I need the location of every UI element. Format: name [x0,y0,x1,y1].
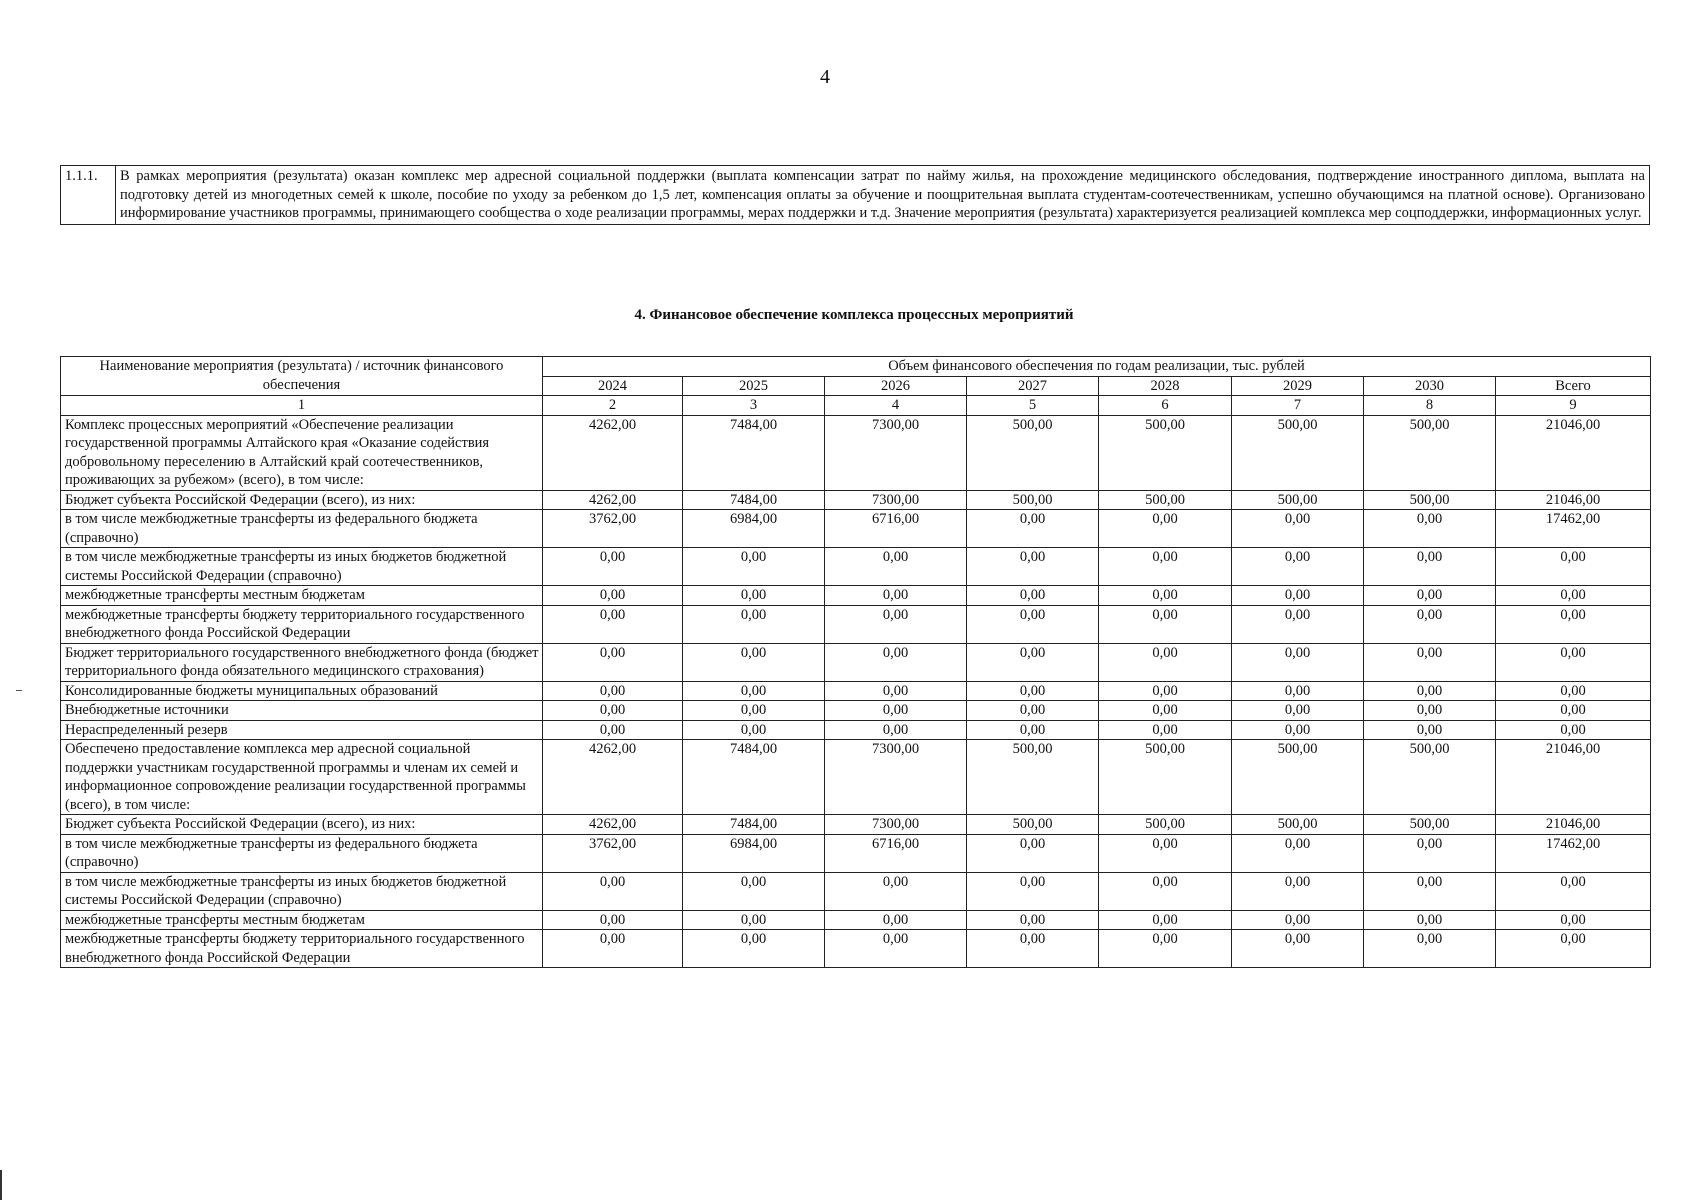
table-row [61,872,1651,910]
activity-table [60,165,1650,225]
row-total-cell: 0,00 [1496,681,1651,701]
row-name: Бюджет субъекта Российской Федерации (всего), из них: [61,815,543,835]
row-value-cell: 0,00 [825,643,967,681]
row-value-cell: 500,00 [967,740,1099,815]
row-value-cell: 500,00 [1099,740,1232,815]
row-value-cell: 0,00 [825,605,967,643]
row-value-cell: 0,00 [1232,872,1364,910]
year-header: 2030 [1364,376,1496,396]
row-value-cell: 6984,00 [683,834,825,872]
column-number: 5 [967,396,1099,416]
row-value-cell: 0,00 [1232,510,1364,548]
row-name: межбюджетные трансферты местным бюджетам [61,586,543,606]
row-value-cell: 0,00 [1364,586,1496,606]
row-value-cell: 0,00 [1232,605,1364,643]
row-value-cell: 0,00 [683,643,825,681]
row-value-cell: 0,00 [825,872,967,910]
row-value-cell: 0,00 [1099,510,1232,548]
row-value-cell: 0,00 [1364,605,1496,643]
activity-text: В рамках мероприятия (результата) оказан комплекс мер адресной социальной поддержки (выплата компенсации затрат по найму жилья, на прохождение медицинского обследования, подтверждение иностранного диплома, выплата на подготовку детей из многодетных семей к школе, пособие по уходу за ребенком до 1,5 лет, компенсация оплаты за обучение и поощрительная выплата студентам-соотечественникам, успешно обучающимся на платной основе). Организовано информирование участников программы, принимающего сообщества о ходе реализации программы, мерах поддержки и т.д. Значение мероприятия (результата) характеризуется реализацией комплекса мер соцподдержки, информационных услуг. [116,166,1650,225]
row-value-cell: 500,00 [1099,490,1232,510]
row-value-cell: 4262,00 [543,415,683,490]
row-name: Бюджет субъекта Российской Федерации (всего), из них: [61,490,543,510]
row-value-cell: 4262,00 [543,490,683,510]
row-value-cell: 0,00 [543,586,683,606]
year-header: 2029 [1232,376,1364,396]
row-value-cell: 0,00 [967,510,1099,548]
year-header: 2028 [1099,376,1232,396]
table-row [61,740,1651,815]
row-value-cell: 0,00 [967,910,1099,930]
name-column-header: Наименование мероприятия (результата) / источник финансового обеспечения [61,357,543,396]
row-value-cell: 0,00 [967,548,1099,586]
row-value-cell: 0,00 [825,548,967,586]
row-value-cell: 0,00 [967,586,1099,606]
row-value-cell: 0,00 [1099,681,1232,701]
row-total-cell: 0,00 [1496,701,1651,721]
volume-column-header: Объем финансового обеспечения по годам реализации, тыс. рублей [543,357,1651,377]
row-value-cell: 500,00 [1232,415,1364,490]
row-value-cell: 0,00 [543,643,683,681]
row-value-cell: 0,00 [543,872,683,910]
row-total-cell: 0,00 [1496,930,1651,968]
row-name: межбюджетные трансферты местным бюджетам [61,910,543,930]
row-value-cell: 0,00 [967,681,1099,701]
row-value-cell: 0,00 [683,605,825,643]
row-value-cell: 0,00 [825,910,967,930]
row-value-cell: 500,00 [967,415,1099,490]
row-value-cell: 0,00 [543,930,683,968]
row-name: межбюджетные трансферты бюджету территориального государственного внебюджетного фонда Российской Федерации [61,930,543,968]
row-value-cell: 0,00 [967,605,1099,643]
table-row [61,930,1651,968]
row-value-cell: 0,00 [1232,720,1364,740]
row-value-cell: 0,00 [1232,910,1364,930]
row-value-cell: 0,00 [543,548,683,586]
row-value-cell: 0,00 [1099,872,1232,910]
table-row [61,701,1651,721]
row-value-cell: 500,00 [1364,740,1496,815]
table-row [61,548,1651,586]
row-total-cell: 17462,00 [1496,834,1651,872]
row-value-cell: 0,00 [543,681,683,701]
financing-table [60,356,1651,968]
row-value-cell: 500,00 [1232,490,1364,510]
row-name: в том числе межбюджетные трансферты из иных бюджетов бюджетной системы Российской Федерации (справочно) [61,872,543,910]
row-value-cell: 0,00 [1232,834,1364,872]
row-total-cell: 0,00 [1496,872,1651,910]
row-value-cell: 0,00 [683,586,825,606]
row-value-cell: 0,00 [1364,872,1496,910]
table-row [61,720,1651,740]
column-number: 6 [1099,396,1232,416]
column-number: 3 [683,396,825,416]
row-value-cell: 0,00 [1099,605,1232,643]
row-value-cell: 7484,00 [683,490,825,510]
row-total-cell: 0,00 [1496,548,1651,586]
row-value-cell: 0,00 [967,872,1099,910]
row-value-cell: 0,00 [1232,586,1364,606]
row-value-cell: 0,00 [683,681,825,701]
row-value-cell: 0,00 [1099,548,1232,586]
row-name: в том числе межбюджетные трансферты из федерального бюджета (справочно) [61,834,543,872]
row-total-cell: 21046,00 [1496,815,1651,835]
table-row [61,910,1651,930]
row-value-cell: 0,00 [967,720,1099,740]
column-number: 8 [1364,396,1496,416]
row-value-cell: 0,00 [543,701,683,721]
row-value-cell: 500,00 [1232,740,1364,815]
row-total-cell: 0,00 [1496,643,1651,681]
row-name: Бюджет территориального государственного внебюджетного фонда (бюджет территориального фонда обязательного медицинского страхования) [61,643,543,681]
row-name: в том числе межбюджетные трансферты из федерального бюджета (справочно) [61,510,543,548]
row-value-cell: 500,00 [1099,415,1232,490]
row-value-cell: 7484,00 [683,740,825,815]
margin-tick [16,690,22,691]
row-value-cell: 0,00 [1232,681,1364,701]
year-header: 2025 [683,376,825,396]
column-number: 4 [825,396,967,416]
row-value-cell: 7300,00 [825,415,967,490]
row-value-cell: 0,00 [543,605,683,643]
table-row [61,605,1651,643]
row-value-cell: 0,00 [1364,681,1496,701]
row-value-cell: 0,00 [1099,930,1232,968]
row-total-cell: 21046,00 [1496,740,1651,815]
row-value-cell: 0,00 [967,643,1099,681]
row-value-cell: 0,00 [1099,720,1232,740]
table-row [61,415,1651,490]
row-value-cell: 4262,00 [543,740,683,815]
row-value-cell: 3762,00 [543,834,683,872]
row-value-cell: 6716,00 [825,510,967,548]
row-name: Комплекс процессных мероприятий «Обеспечение реализации государственной программы Алтайского края «Оказание содействия добровольному переселению в Алтайский край соотечественников, проживающих за рубежом» (всего), в том числе: [61,415,543,490]
row-value-cell: 0,00 [967,834,1099,872]
row-name: Внебюджетные источники [61,701,543,721]
row-value-cell: 0,00 [1364,910,1496,930]
row-value-cell: 0,00 [825,586,967,606]
row-name: Консолидированные бюджеты муниципальных образований [61,681,543,701]
row-value-cell: 0,00 [967,930,1099,968]
row-value-cell: 4262,00 [543,815,683,835]
header-row-1 [61,357,1651,377]
row-value-cell: 500,00 [1364,490,1496,510]
row-value-cell: 0,00 [1364,720,1496,740]
row-value-cell: 0,00 [1364,548,1496,586]
row-value-cell: 0,00 [1232,643,1364,681]
row-value-cell: 500,00 [1364,415,1496,490]
row-value-cell: 0,00 [825,681,967,701]
year-header: 2026 [825,376,967,396]
row-name: межбюджетные трансферты бюджету территориального государственного внебюджетного фонда Российской Федерации [61,605,543,643]
total-header: Всего [1496,376,1651,396]
row-value-cell: 3762,00 [543,510,683,548]
section-title: 4. Финансовое обеспечение комплекса процессных мероприятий [634,307,1074,323]
column-number: 1 [61,396,543,416]
row-total-cell: 21046,00 [1496,490,1651,510]
row-value-cell: 7484,00 [683,415,825,490]
header-row-numbers [61,396,1651,416]
row-value-cell: 0,00 [683,701,825,721]
row-value-cell: 0,00 [683,872,825,910]
row-value-cell: 500,00 [967,815,1099,835]
row-name: Обеспечено предоставление комплекса мер адресной социальной поддержки участникам государственной программы и членам их семей и информационное сопровождение реализации государственной программы (всего), в том числе: [61,740,543,815]
column-number: 7 [1232,396,1364,416]
row-value-cell: 0,00 [683,930,825,968]
row-value-cell: 7300,00 [825,490,967,510]
year-header: 2024 [543,376,683,396]
row-total-cell: 0,00 [1496,720,1651,740]
row-value-cell: 0,00 [1232,701,1364,721]
row-value-cell: 0,00 [967,701,1099,721]
row-total-cell: 21046,00 [1496,415,1651,490]
row-value-cell: 500,00 [1099,815,1232,835]
row-value-cell: 7300,00 [825,740,967,815]
row-value-cell: 0,00 [825,720,967,740]
row-value-cell: 0,00 [1099,910,1232,930]
row-value-cell: 0,00 [1364,930,1496,968]
table-row [61,681,1651,701]
row-value-cell: 6716,00 [825,834,967,872]
page-number: 4 [820,66,830,88]
row-value-cell: 0,00 [683,910,825,930]
financing-table-body [61,415,1651,968]
row-value-cell: 0,00 [1099,643,1232,681]
row-value-cell: 0,00 [1099,701,1232,721]
table-row [61,643,1651,681]
table-row [61,510,1651,548]
row-value-cell: 0,00 [543,910,683,930]
table-row [61,586,1651,606]
row-value-cell: 0,00 [543,720,683,740]
table-row [61,490,1651,510]
row-name: Нераспределенный резерв [61,720,543,740]
row-total-cell: 17462,00 [1496,510,1651,548]
row-total-cell: 0,00 [1496,586,1651,606]
row-value-cell: 500,00 [967,490,1099,510]
row-value-cell: 7484,00 [683,815,825,835]
row-total-cell: 0,00 [1496,910,1651,930]
row-value-cell: 0,00 [683,548,825,586]
activity-row [61,166,1650,225]
row-value-cell: 0,00 [683,720,825,740]
row-value-cell: 0,00 [1099,834,1232,872]
row-value-cell: 7300,00 [825,815,967,835]
row-value-cell: 500,00 [1364,815,1496,835]
row-value-cell: 0,00 [1232,930,1364,968]
row-value-cell: 0,00 [825,930,967,968]
activity-number: 1.1.1. [61,166,116,225]
row-value-cell: 0,00 [1364,643,1496,681]
column-number: 9 [1496,396,1651,416]
row-name: в том числе межбюджетные трансферты из иных бюджетов бюджетной системы Российской Федерации (справочно) [61,548,543,586]
row-value-cell: 0,00 [1232,548,1364,586]
table-row [61,834,1651,872]
year-header: 2027 [967,376,1099,396]
row-value-cell: 0,00 [1099,586,1232,606]
column-number: 2 [543,396,683,416]
row-value-cell: 0,00 [1364,510,1496,548]
row-value-cell: 0,00 [1364,701,1496,721]
row-value-cell: 6984,00 [683,510,825,548]
row-value-cell: 0,00 [1364,834,1496,872]
table-row [61,815,1651,835]
scan-edge-mark [0,1170,2,1200]
row-value-cell: 0,00 [825,701,967,721]
row-total-cell: 0,00 [1496,605,1651,643]
row-value-cell: 500,00 [1232,815,1364,835]
